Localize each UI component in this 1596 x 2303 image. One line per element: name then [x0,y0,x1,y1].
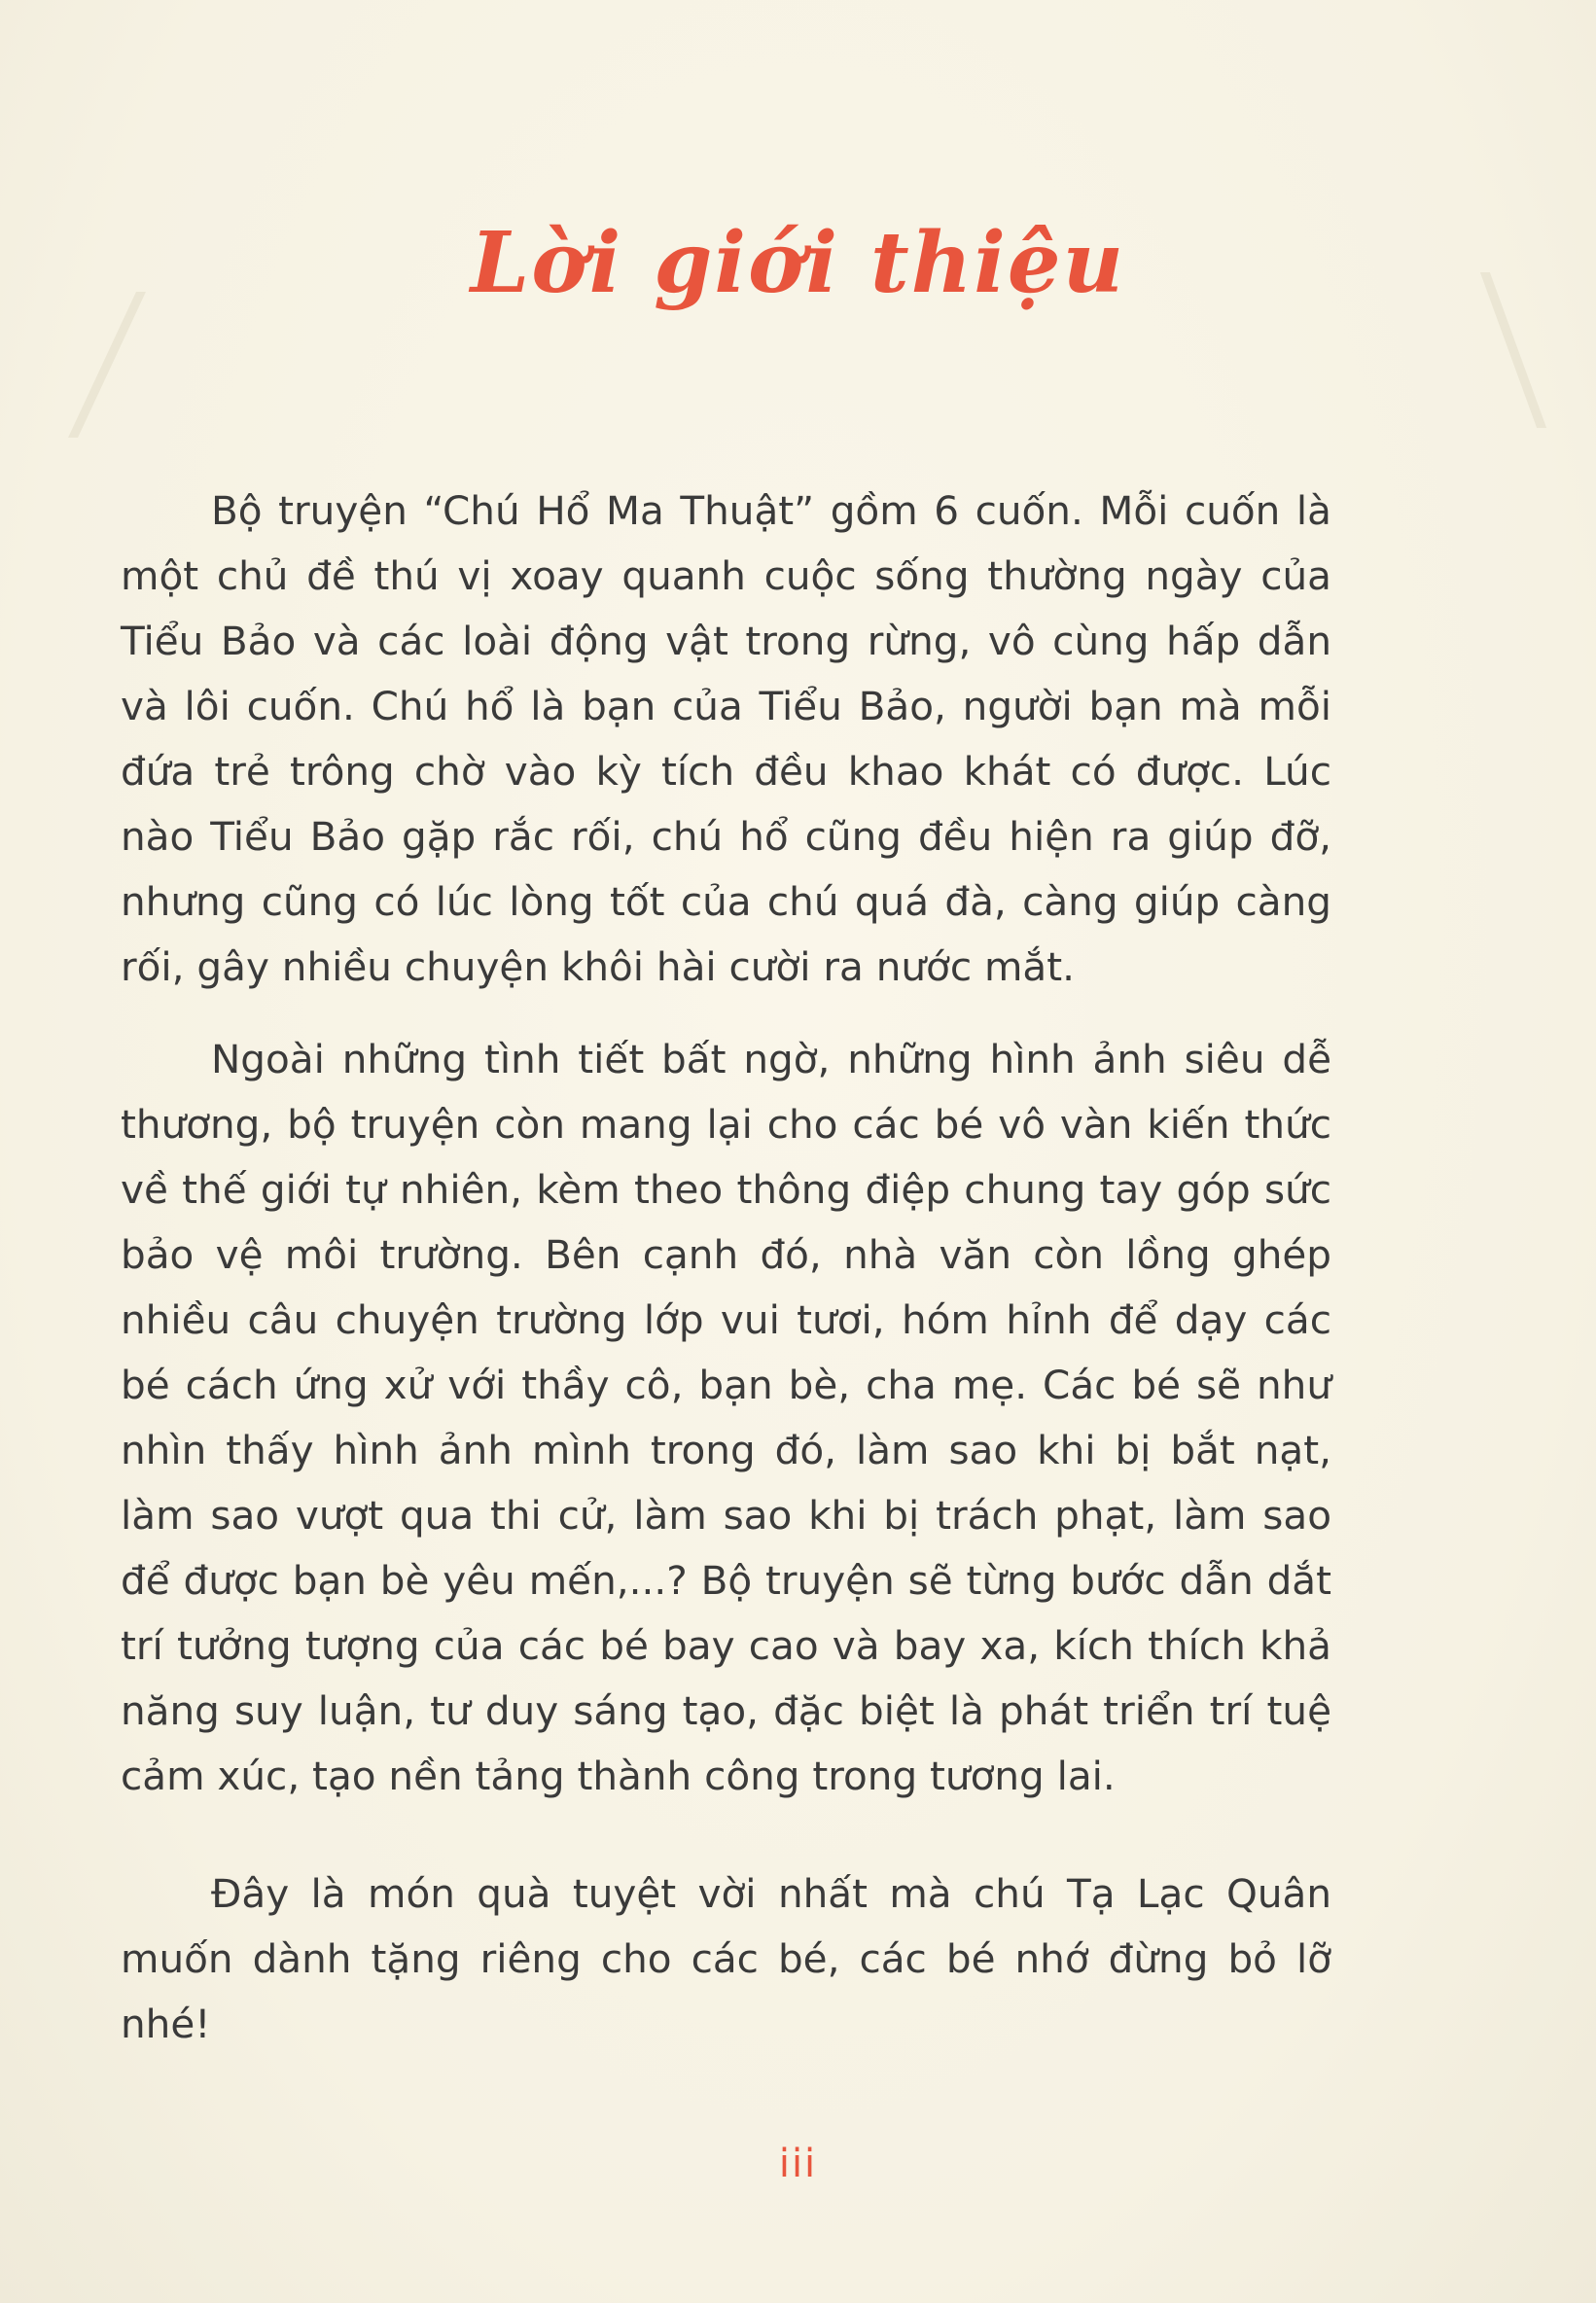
show-through-mark-left [68,292,233,438]
intro-paragraph-3: Đây là món quà tuyệt vời nhất mà chú Tạ Lạc Quân muốn dành tặng riêng cho các bé, các bé nhớ đừng bỏ lỡ nhé! [121,1870,1331,2047]
intro-paragraph-2: Ngoài những tình tiết bất ngờ, những hình ảnh siêu dễ thương, bộ truyện còn mang lại cho các bé vô vàn kiến thức về thế giới tự nhiên, kèm theo thông điệp chung tay góp sức bảo vệ môi trường. Bên cạnh đó, nhà văn còn lồng ghép nhiều câu chuyện trường lớp vui tươi, hóm hỉnh để dạy các bé cách ứng xử với thầy cô, bạn bè, cha mẹ. Các bé sẽ như nhìn thấy hình ảnh mình trong đó, làm sao khi bị bắt nạt, làm sao vượt qua thi cử, làm sao khi bị trách phạt, làm sao để được bạn bè yêu mến,...? Bộ truyện sẽ từng bước dẫn dắt trí tưởng tượng của các bé bay cao và bay xa, kích thích khả năng suy luận, tư duy sáng tạo, đặc biệt là phát triển trí tuệ cảm xúc, tạo nền tảng thành công trong tương lai. [121,1036,1331,1799]
page-number: iii [778,2142,818,2186]
intro-paragraph-1: Bộ truyện “Chú Hổ Ma Thuật” gồm 6 cuốn. Mỗi cuốn là một chủ đề thú vị xoay quanh cuộc sống thường ngày của Tiểu Bảo và các loài động vật trong rừng, vô cùng hấp dẫn và lôi cuốn. Chú hổ là bạn của Tiểu Bảo, người bạn mà mỗi đứa trẻ trông chờ vào kỳ tích đều khao khát có được. Lúc nào Tiểu Bảo gặp rắc rối, chú hổ cũng đều hiện ra giúp đỡ, nhưng cũng có lúc lòng tốt của chú quá đà, càng giúp càng rối, gây nhiều chuyện khôi hài cười ra nước mắt. [121,487,1331,990]
page-title: Lời giới thiệu [470,214,1126,312]
